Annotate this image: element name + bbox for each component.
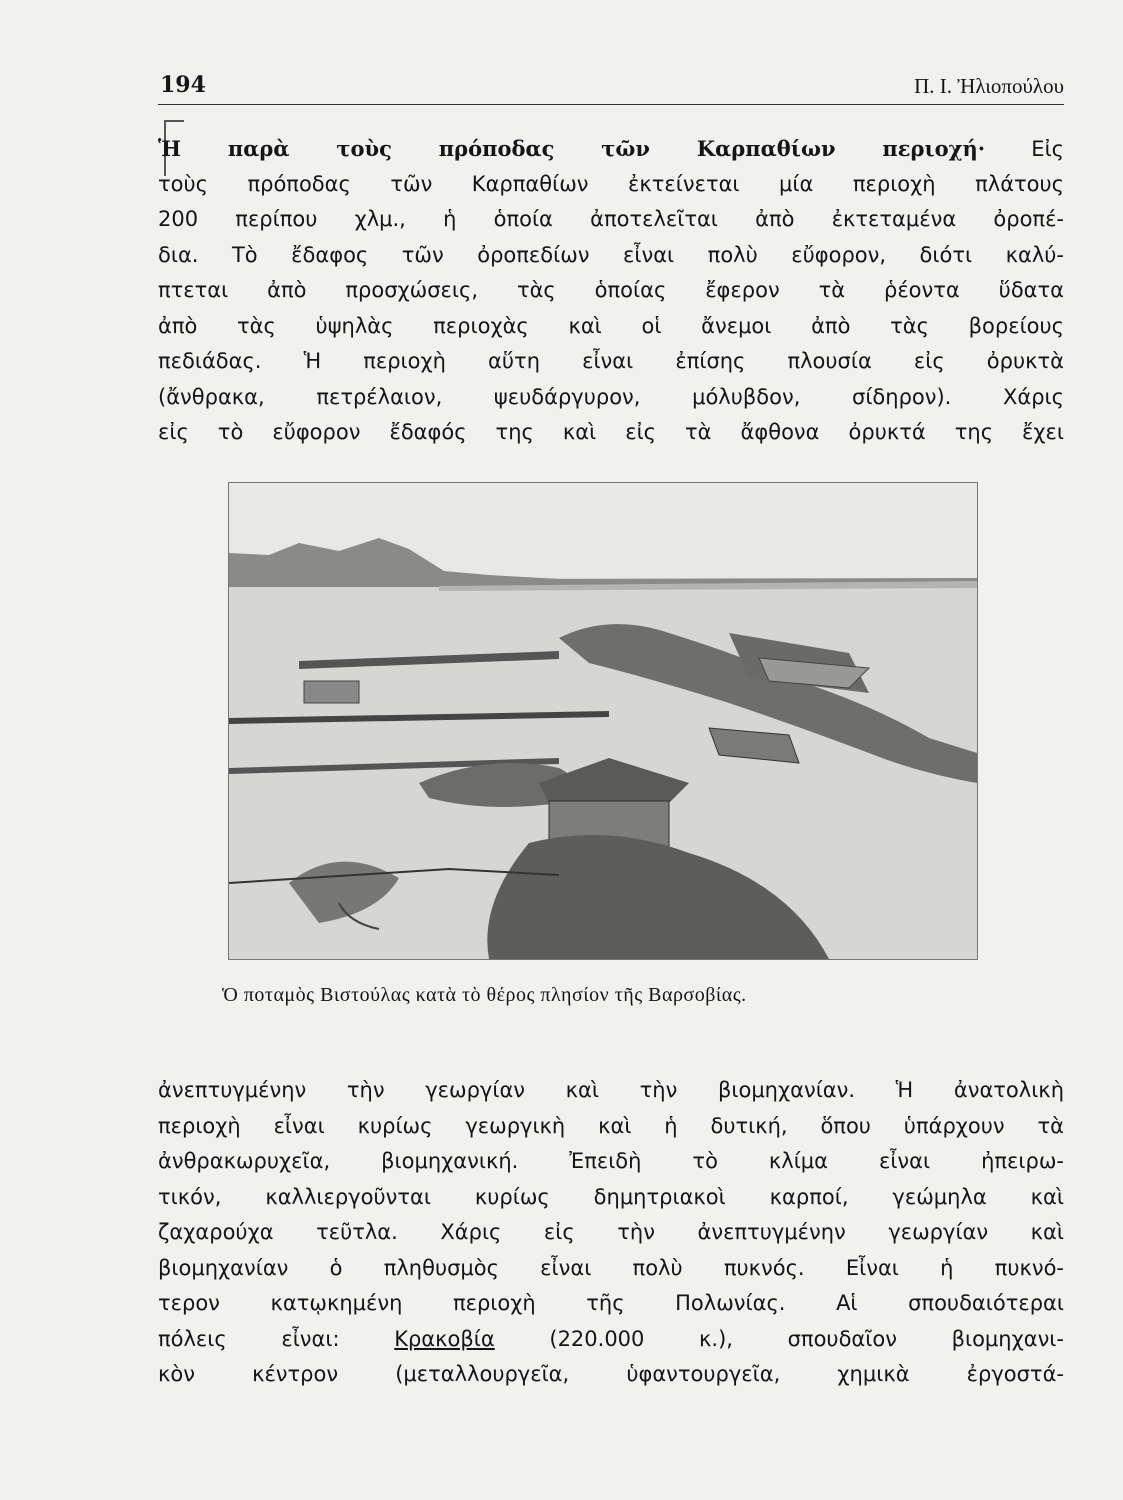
text-line-city: [158, 1322, 1064, 1358]
text-line: εἰς τὸ εὔφορον ἔδαφός της καὶ εἰς τὰ ἄφθονα ὀρυκτά της ἔχει: [158, 420, 1064, 444]
city-name-underlined: Κρακοβία: [394, 1326, 495, 1351]
text-line: 200 περίπου χλμ., ἡ ὁποία ἀποτελεῖται ἀπὸ ἐκτεταμένα ὀροπέ-: [158, 207, 1064, 231]
text-line: (ἄνθρακα, πετρέλαιον, ψευδάργυρον, μόλυβδον, σίδηρον). Χάρις: [158, 384, 1064, 409]
city-line-lead: πόλεις εἶναι:: [158, 1326, 395, 1351]
city-line-tail: (220.000 κ.), σπουδαῖον βιομηχανι-: [494, 1326, 1064, 1351]
text-line: τοὺς πρόποδας τῶν Καρπαθίων ἐκτείνεται μία περιοχὴ πλάτους: [158, 171, 1064, 196]
page-header: [158, 70, 1064, 105]
figure-caption: Ὁ ποταμὸς Βιστούλας κατὰ τὸ θέρος πλησίον τῆς Βαρσοβίας.: [222, 984, 747, 1006]
text-line: ζαχαρούχα τεῦτλα. Χάρις εἰς τὴν ἀνεπτυγμένην γεωργίαν καὶ: [158, 1220, 1064, 1244]
bottom-paragraph: [158, 1073, 1064, 1393]
text-line: περιοχὴ εἶναι κυρίως γεωργικὴ καὶ ἡ δυτική, ὅπου ὑπάρχουν τὰ: [158, 1113, 1064, 1138]
page-number: 194: [160, 72, 206, 98]
text-line: πεδιάδας. Ἡ περιοχὴ αὕτη εἶναι ἐπίσης πλουσία εἰς ὀρυκτὰ: [158, 349, 1064, 373]
text-line: βιομηχανίαν ὁ πληθυσμὸς εἶναι πολὺ πυκνός. Εἶναι ἡ πυκνό-: [158, 1255, 1064, 1280]
text-line: ἀνεπτυγμένην τὴν γεωργίαν καὶ τὴν βιομηχανίαν. Ἡ ἀνατολικὴ: [158, 1078, 1064, 1102]
heading-tail: Εἰς: [985, 137, 1064, 161]
running-head: Π. Ι. Ἠλιοπούλου: [914, 74, 1064, 98]
text-line: ἀπὸ τὰς ὑψηλὰς περιοχὰς καὶ οἱ ἄνεμοι ἀπὸ τὰς βορείους: [158, 313, 1064, 338]
section-heading: Ἡ παρὰ τοὺς πρόποδας τῶν Καρπαθίων περιοχή·: [158, 136, 986, 161]
text-line: τικόν, καλλιεργοῦνται κυρίως δημητριακοὶ καρποί, γεώμηλα καὶ: [158, 1184, 1064, 1209]
river-photograph: [228, 482, 978, 960]
text-line: ἀνθρακωρυχεῖα, βιομηχανική. Ἐπειδὴ τὸ κλίμα εἶναι ἠπειρω-: [158, 1149, 1064, 1173]
text-line: κὸν κέντρον (μεταλλουργεῖα, ὑφαντουργεῖα, χημικὰ ἐργοστά-: [158, 1362, 1064, 1386]
text-line: τερον κατῳκημένη περιοχὴ τῆς Πολωνίας. Αἱ σπουδαιότεραι: [158, 1291, 1064, 1315]
top-paragraph: [158, 131, 1064, 451]
heading-line: [158, 131, 1064, 167]
text-line: δια. Τὸ ἔδαφος τῶν ὀροπεδίων εἶναι πολὺ εὔφορον, διότι καλύ-: [158, 242, 1064, 267]
text-line: πτεται ἀπὸ προσχώσεις, τὰς ὁποίας ἔφερον τὰ ῥέοντα ὕδατα: [158, 278, 1064, 302]
river-photo-illustration: [229, 483, 977, 959]
